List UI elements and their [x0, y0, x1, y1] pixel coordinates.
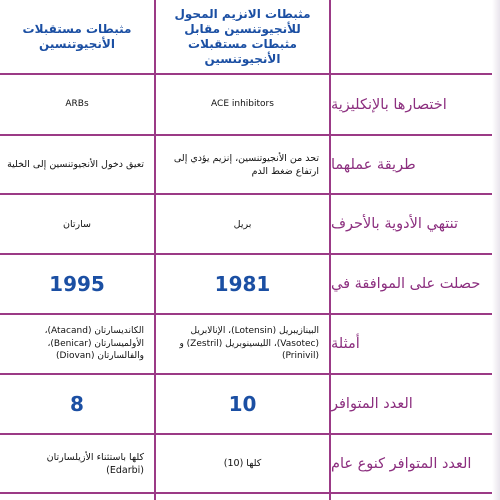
- ace-mechanism: تحد من الأنجيوتنسين، إنزيم يؤدي إلى ارتفاع ضغط الدم: [173, 152, 319, 177]
- row-divider: [0, 492, 500, 494]
- label-approval-year: حصلت على الموافقة في: [331, 276, 481, 292]
- header-arbs: مثبطات مستقبلات الأنجيوتنسين: [22, 21, 132, 51]
- arb-examples: الكانديسارتان (Atacand)، الأولميسارتان (Benicar)، والفالسارتان (Diovan): [44, 326, 144, 362]
- header-ace-inhibitors: مثبطات الانزيم المحول للأنجيوتنسين مقابل مثبطات مستقبلات الأنجيوتنسين: [174, 6, 311, 66]
- arb-abbreviation: ARBs: [65, 99, 89, 109]
- arb-approval-year: 1995: [49, 272, 105, 296]
- ace-examples: البينازيبريل (Lotensin)، الإنالابريل (Vasotec)، الليسينوبريل (Zestril) و (Prinivil): [179, 326, 319, 362]
- label-abbreviation: اختصارها بالإنكليزية: [331, 96, 447, 113]
- arb-count-available: 8: [70, 392, 84, 416]
- label-generic-count: العدد المتوافر كنوع عام: [331, 455, 472, 472]
- page-edge-shadow: [492, 0, 500, 500]
- ace-suffix: بريل: [233, 218, 252, 230]
- arb-mechanism: تعيق دخول الأنجيوتنسين إلى الخلية: [7, 159, 144, 170]
- ace-abbreviation: ACE inhibitors: [211, 99, 274, 109]
- ace-generic-count: كلها (10): [223, 458, 262, 469]
- arb-generic-count: كلها باستثناء الأزيلسارتان (Edarbi): [46, 451, 144, 476]
- arb-suffix: سارتان: [63, 218, 91, 230]
- label-examples: أمثلة: [331, 336, 360, 352]
- ace-count-available: 10: [228, 392, 257, 416]
- label-suffix: تنتهي الأدوية بالأحرف: [331, 216, 459, 232]
- ace-approval-year: 1981: [214, 272, 271, 296]
- label-mechanism: طريقة عملهما: [331, 156, 416, 173]
- label-count-available: العدد المتوافر: [331, 396, 413, 412]
